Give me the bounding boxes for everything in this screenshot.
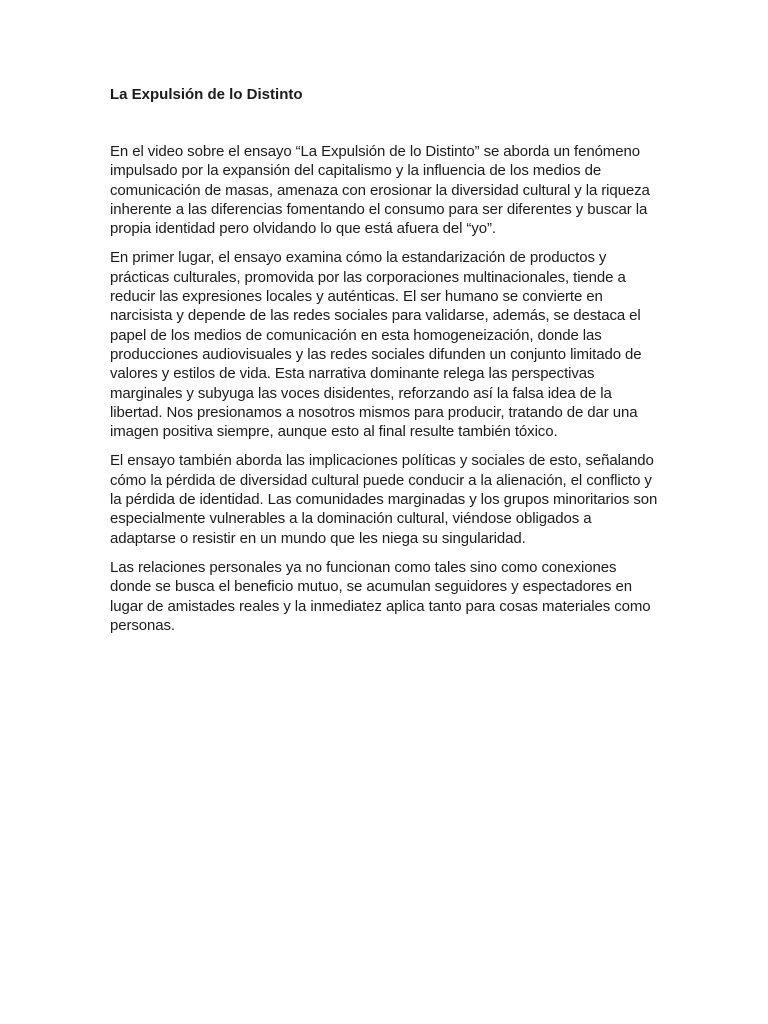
paragraph-relationships: Las relaciones personales ya no funcionan como tales sino como conexiones donde se busca el beneficio mutuo, se acumulan seguidores y espectadores en lugar de amistades reales y la inmediatez aplica tanto para cosas materiales como personas. bbox=[110, 558, 651, 634]
paragraph-implications: El ensayo también aborda las implicaciones políticas y sociales de esto, señalando cómo la pérdida de diversidad cultural puede conducir a la alienación, el conflicto y la pérdida de identidad. Las comunidades marginadas y los grupos minoritarios son especialmente vulnerables a la dominación cultural, viéndose obligados a adaptarse o resistir en un mundo que les niega su singularidad. bbox=[110, 452, 658, 547]
paragraph-intro: En el video sobre el ensayo “La Expulsión de lo Distinto” se aborda un fenómeno impulsado por la expansión del capitalismo y la influencia de los medios de comunicación de masas, amenaza con erosionar la diversidad cultural y la riqueza inherente a las diferencias fomentando el consumo para ser diferentes y buscar la propia identidad pero olvidando lo que está afuera del “yo”. bbox=[110, 143, 650, 238]
paragraph-standardization: En primer lugar, el ensayo examina cómo la estandarización de productos y prácticas culturales, promovida por las corporaciones multinacionales, tiende a reducir las expresiones locales y auténticas. El ser humano se convierte en narcisista y depende de las redes sociales para validarse, además, se destaca el papel de los medios de comunicación en esta homogeneización, donde las producciones audiovisuales y las redes sociales difunden un conjunto limitado de valores y estilos de vida. Esta narrativa dominante relega las perspectivas marginales y subyuga las voces disidentes, reforzando así la falsa idea de la libertad. Nos presionamos a nosotros mismos para producir, tratando de dar una imagen positiva siempre, aunque esto al final resulte también tóxico. bbox=[110, 249, 642, 441]
document-title: La Expulsión de lo Distinto bbox=[110, 86, 303, 103]
document-body bbox=[110, 142, 660, 645]
